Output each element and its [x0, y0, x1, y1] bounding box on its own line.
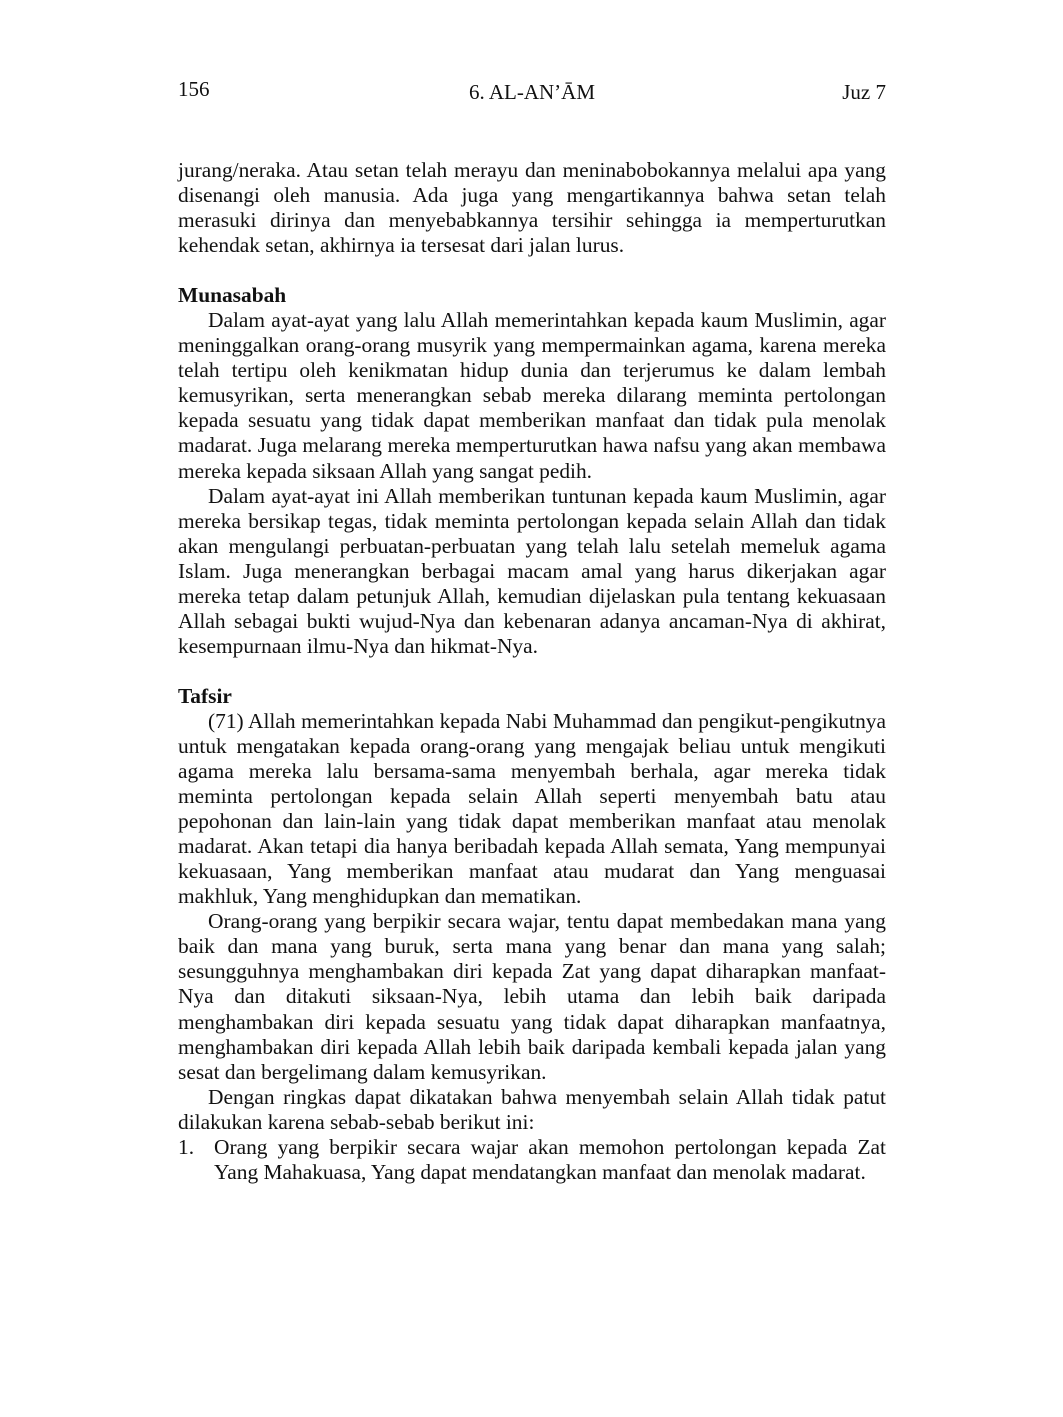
section-gap — [178, 258, 886, 283]
list-item — [178, 1135, 886, 1185]
list-item-text: Orang yang berpikir secara wajar akan memohon pertolongan kepada Zat Yang Mahakuasa, Yang dapat mendatangkan manfaat dan menolak madarat. — [214, 1134, 886, 1184]
page-number: 156 — [178, 77, 210, 101]
intro-paragraph: jurang/neraka. Atau setan telah merayu dan meninabobokannya melalui apa yang disenangi oleh manusia. Ada juga yang mengartikannya bahwa setan telah merasuki dirinya dan menyebabkannya tersihir sehingga ia memperturutkan kehendak setan, akhirnya ia tersesat dari jalan lurus. — [178, 158, 886, 258]
munasabah-heading: Munasabah — [178, 283, 287, 308]
section-gap — [178, 659, 886, 684]
chapter-title: 6. AL-AN’ĀM — [469, 80, 595, 104]
tafsir-paragraph-1: (71) Allah memerintahkan kepada Nabi Muhammad dan pengikut-pengikutnya untuk mengatakan kepada orang-orang yang mengajak beliau untuk mengikuti agama mereka lalu bersama-sama menyembah berhala, agar mereka tidak meminta pertolongan kepada selain Allah seperti menyembah batu atau pepohonan dan lain-lain yang tidak dapat memberikan manfaat atau menolak madarat. Akan tetapi dia hanya beribadah kepada Allah semata, Yang mempunyai kekuasaan, Yang memberikan manfaat atau mudarat dan Yang menguasai makhluk, Yang menghidupkan dan mematikan. — [178, 708, 886, 909]
tafsir-paragraph-3: Dengan ringkas dapat dikatakan bahwa menyembah selain Allah tidak patut dilakukan karena sebab-sebab berikut ini: — [178, 1084, 886, 1134]
munasabah-paragraph-1: Dalam ayat-ayat yang lalu Allah memerintahkan kepada kaum Muslimin, agar meninggalkan orang-orang musyrik yang mempermainkan agama, karena mereka telah tertipu oleh kenikmatan hidup dunia dan terjerumus ke dalam lembah kemusyrikan, serta menerangkan sebab mereka dilarang meminta pertolongan kepada sesuatu yang tidak dapat memberikan manfaat dan tidak pula menolak madarat. Juga melarang mereka memperturutkan hawa nafsu yang akan membawa mereka kepada siksaan Allah yang sangat pedih. — [178, 308, 886, 483]
juz-label: Juz 7 — [842, 80, 886, 104]
page-body — [178, 158, 886, 1185]
page-header — [178, 74, 886, 104]
munasabah-paragraph-2: Dalam ayat-ayat ini Allah memberikan tuntunan kepada kaum Muslimin, agar mereka bersikap tegas, tidak meminta pertolongan kepada selain Allah dan tidak akan mengulangi perbuatan-perbuatan yang telah lalu setelah memeluk agama Islam. Juga menerangkan berbagai macam amal yang harus dikerjakan agar mereka tetap dalam petunjuk Allah, kemudian dijelaskan pula tentang kekuasaan Allah sebagai bukti wujud-Nya dan kebenaran adanya ancaman-Nya di akhirat, kesempurnaan ilmu-Nya dan hikmat-Nya. — [178, 483, 886, 658]
list-item-number: 1. — [178, 1134, 195, 1159]
tafsir-paragraph-2: Orang-orang yang berpikir secara wajar, tentu dapat membedakan mana yang baik dan mana yang buruk, serta mana yang benar dan mana yang salah; sesungguhnya menghambakan diri kepada Zat yang dapat diharapkan manfaat-Nya dan ditakuti siksaan-Nya, lebih utama dan lebih baik daripada menghambakan diri kepada sesuatu yang tidak dapat diharapkan manfaatnya, menghambakan diri kepada Allah lebih baik daripada kembali kepada jalan yang sesat dan bergelimang dalam kemusyrikan. — [178, 909, 886, 1084]
tafsir-heading: Tafsir — [178, 683, 232, 708]
